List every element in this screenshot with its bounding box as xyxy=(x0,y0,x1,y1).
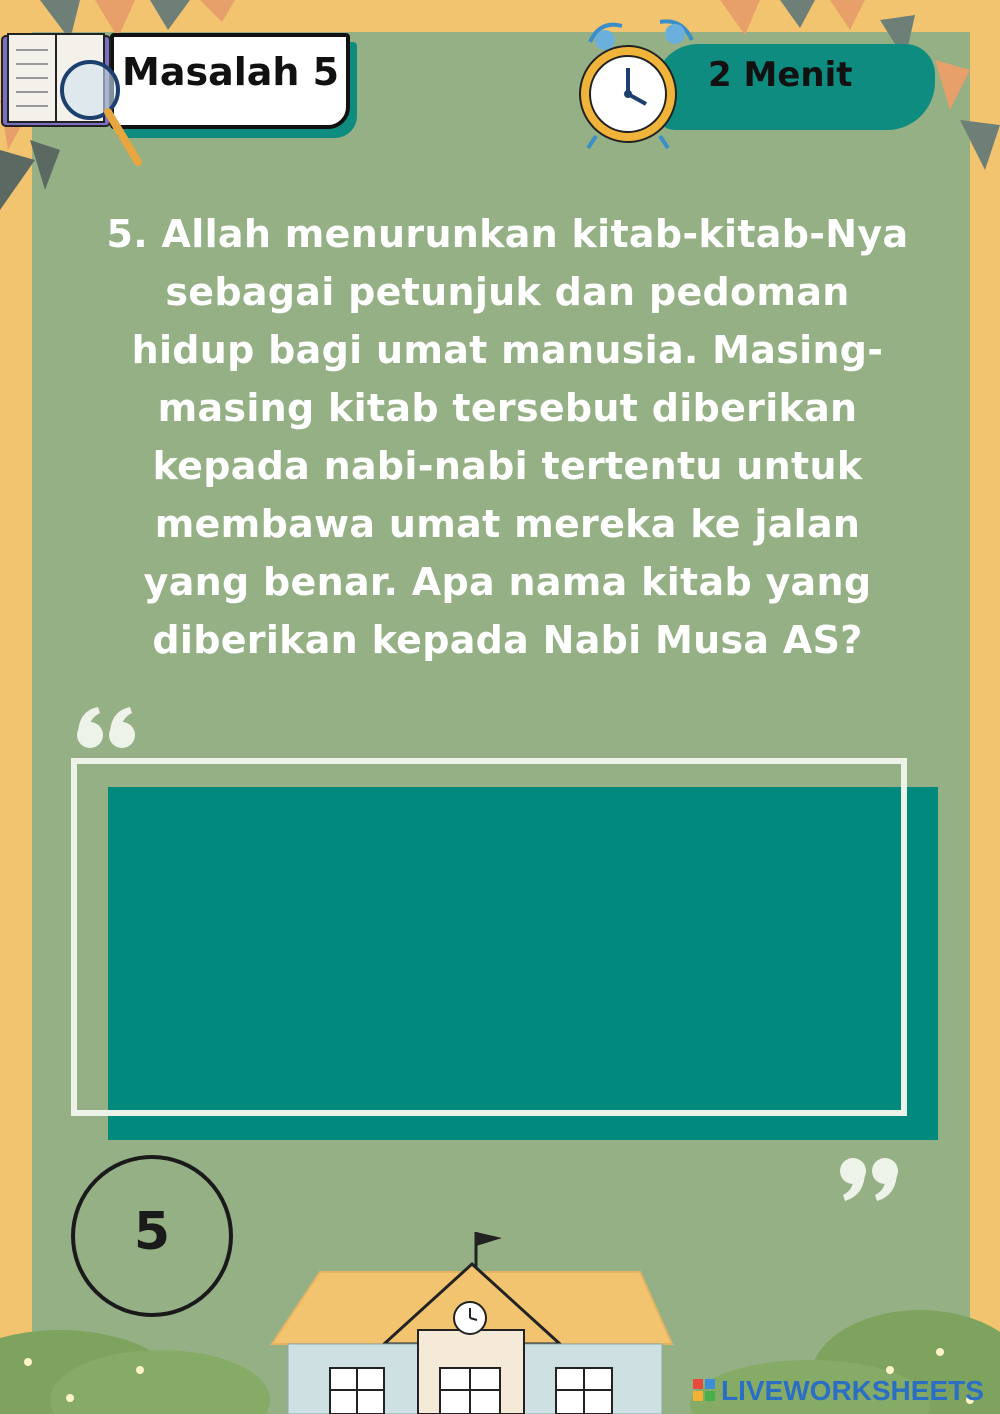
answer-frame xyxy=(71,758,907,1116)
liveworksheets-brand[interactable] xyxy=(693,1374,984,1408)
page-title: Masalah 5 xyxy=(122,50,340,94)
timer-label: 2 Menit xyxy=(708,55,853,95)
quote-open-icon xyxy=(72,703,142,753)
brand-label: LIVEWORKSHEETS xyxy=(721,1375,984,1406)
alarm-clock-icon xyxy=(570,12,710,154)
page-number: 5 xyxy=(133,1202,171,1262)
liveworksheets-logo-icon xyxy=(693,1377,717,1405)
question-text: 5. Allah menurunkan kitab-kitab-Nya sebagai petunjuk dan pedoman hidup bagi umat manusia. Masing-masing kitab tersebut diberikan kepada nabi-nabi tertentu untuk membawa umat mereka ke jalan yang benar. Apa nama kitab yang diberikan kepada Nabi Musa AS? xyxy=(106,212,909,662)
quote-close-icon xyxy=(835,1155,905,1205)
